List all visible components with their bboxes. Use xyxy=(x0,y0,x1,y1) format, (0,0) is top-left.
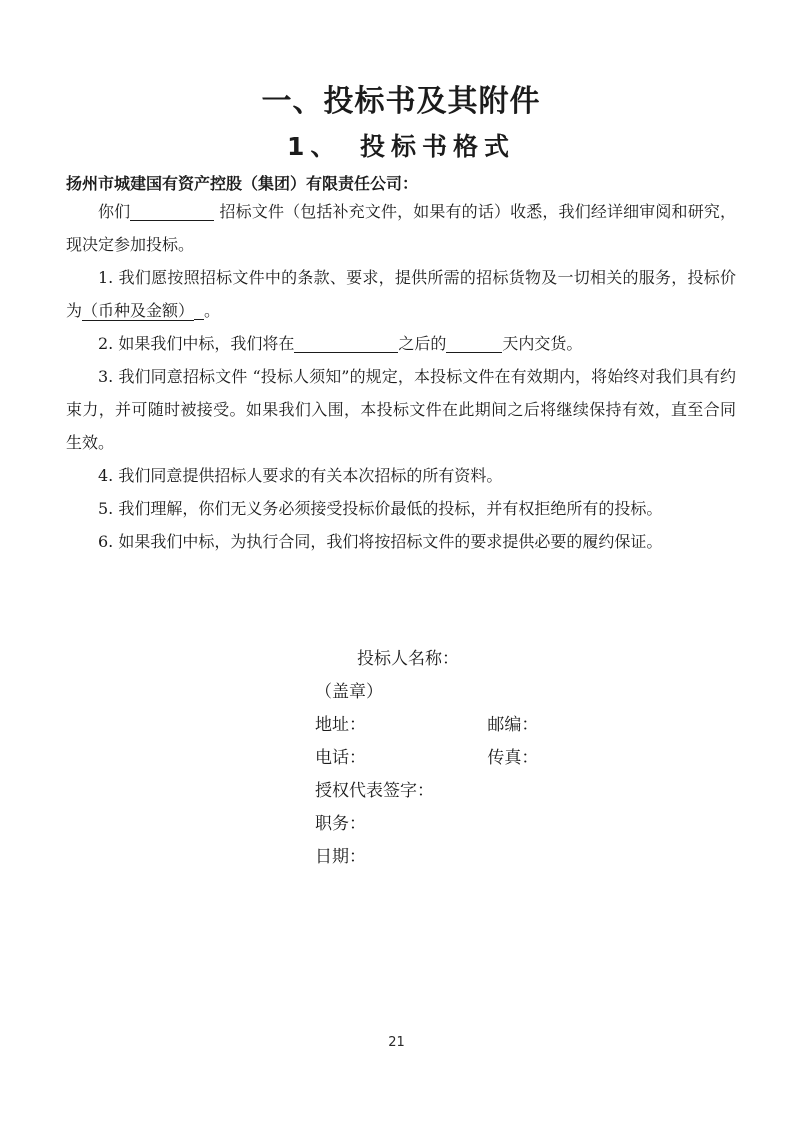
signature-block xyxy=(315,643,538,874)
phone-label: 电话： xyxy=(315,748,366,768)
seal-line xyxy=(315,676,538,709)
job-title-label: 职务： xyxy=(315,814,366,834)
text-run: 4. 我们同意提供招标人要求的有关本次招标的所有资料。 xyxy=(98,466,503,485)
text-run: 。 xyxy=(204,301,221,320)
postcode-label: 邮编： xyxy=(487,715,539,735)
address-postcode-line xyxy=(315,709,538,742)
body-paragraphs xyxy=(66,195,736,558)
bidder-name-line xyxy=(357,643,538,676)
page-number: 21 xyxy=(388,1035,405,1050)
text-run: 5. 我们理解，你们无义务必须接受投标价最低的投标，并有权拒绝所有的投标。 xyxy=(98,499,663,518)
paragraph xyxy=(66,261,736,327)
text-run: 天内交货。 xyxy=(502,334,583,353)
job-title-line xyxy=(315,808,538,841)
text-run: 2. 如果我们中标，我们将在 xyxy=(98,334,295,353)
page-title: 一、投标书及其附件 xyxy=(261,84,541,119)
text-run: 招标文件（包括补充文件，如果有的话）收悉，我们经详细审阅和研究，现决定参加投标。 xyxy=(66,202,736,254)
text-run: 6. 如果我们中标，为执行合同，我们将按招标文件的要求提供必要的履约保证。 xyxy=(98,532,663,551)
date-line xyxy=(315,841,538,874)
paragraph xyxy=(66,360,736,459)
section-title: 1、 投标书格式 xyxy=(287,132,515,161)
paragraph xyxy=(66,492,736,525)
address-label: 地址： xyxy=(315,715,366,735)
phone-fax-line xyxy=(315,742,538,775)
authorized-signature-label: 授权代表签字： xyxy=(315,781,434,801)
paragraph xyxy=(66,327,736,360)
paragraph xyxy=(66,459,736,492)
text-run: 之后的 xyxy=(398,334,447,353)
fill-in-blank xyxy=(446,336,502,353)
fill-in-blank xyxy=(130,204,214,221)
text-run: 1. 我们愿按照招标文件中的条款、要求，提供所需的招标货物及一切相关的服务，投标价为 xyxy=(66,268,736,320)
salutation: 扬州市城建国有资产控股（集团）有限责任公司： xyxy=(66,174,419,193)
bidder-name-label: 投标人名称： xyxy=(357,649,459,669)
seal-label: （盖章） xyxy=(315,682,383,702)
fax-label: 传真： xyxy=(487,748,539,768)
fill-in-blank xyxy=(194,303,204,320)
text-run: 3. 我们同意招标文件 “投标人须知”的规定，本投标文件在有效期内，将始终对我们具有约束力，并可随时被接受。如果我们入围，本投标文件在此期间之后将继续保持有效，直至合同生效。 xyxy=(66,367,736,452)
authorized-signature-line xyxy=(315,775,538,808)
underlined-text: （币种及金额） xyxy=(82,301,195,320)
document-content xyxy=(66,0,736,558)
text-run: 你们 xyxy=(98,202,131,221)
date-label: 日期： xyxy=(315,847,366,867)
paragraph xyxy=(66,195,736,261)
fill-in-blank xyxy=(294,336,398,353)
paragraph xyxy=(66,525,736,558)
